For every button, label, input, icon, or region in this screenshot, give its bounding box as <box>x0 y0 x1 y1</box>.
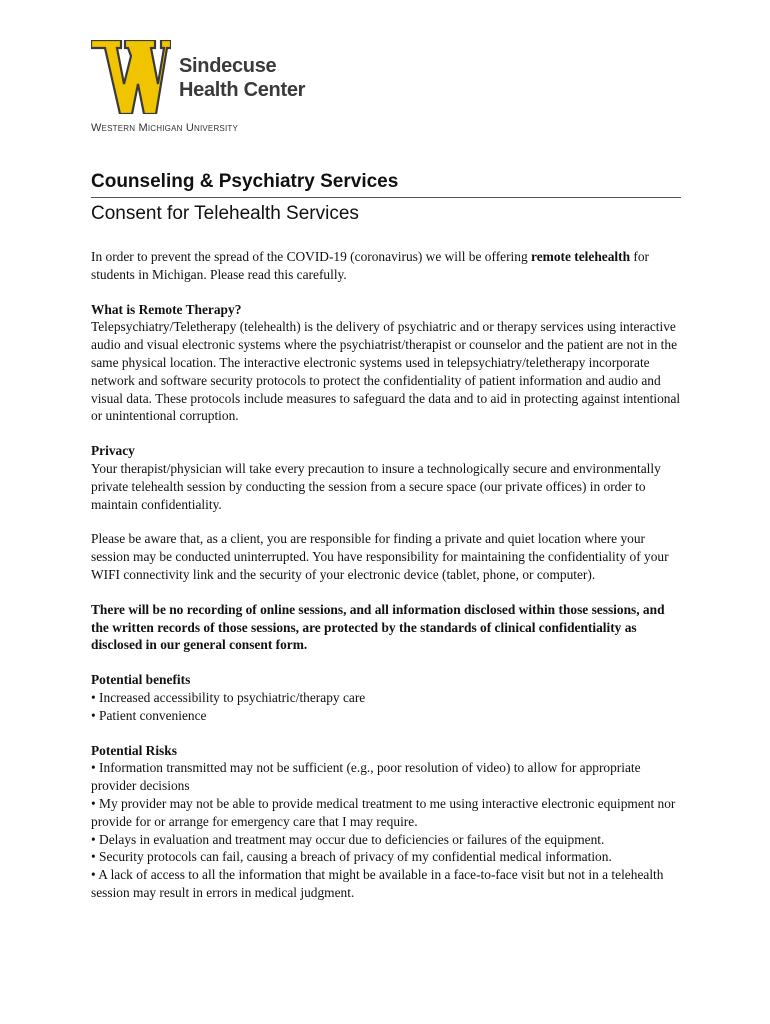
intro-text-1: In order to prevent the spread of the COVID-19 (coronavirus) we will be offering <box>91 249 532 264</box>
list-item: • Increased accessibility to psychiatric/therapy care <box>91 689 366 705</box>
document-body <box>91 248 683 919</box>
recording-notice-text: There will be no recording of online sessions, and all information disclosed within those sessions, and the written records of those sessions, are protected by the standards of clinical confidentiality as disclosed in our general consent form. <box>91 601 665 653</box>
logo-wordmark <box>179 54 305 102</box>
university-name: Western Michigan University <box>91 122 239 134</box>
privacy-heading: Privacy <box>91 443 135 459</box>
intro-bold: remote telehealth <box>531 249 631 264</box>
list-item: • Security protocols can fail, causing a breach of privacy of my confidential medical information. <box>91 849 612 865</box>
list-item: • A lack of access to all the information that might be available in a face-to-face visit but not in a telehealth session may result in errors in medical judgment. <box>91 867 664 900</box>
list-item: • Information transmitted may not be sufficient (e.g., poor resolution of video) to allow for appropriate provider decisions <box>91 760 641 794</box>
list-item: • Patient convenience <box>91 707 207 723</box>
intro-paragraph <box>91 248 683 284</box>
risks-list <box>91 759 683 901</box>
wmu-w-logo-icon <box>91 40 171 114</box>
benefits-heading: Potential benefits <box>91 672 191 688</box>
logo-line-2: Health Center <box>179 79 306 101</box>
list-item: • My provider may not be able to provide medical treatment to me using interactive electronic equipment nor provide for or arrange for emergency care that I may require. <box>91 795 676 829</box>
privacy-paragraph: Your therapist/physician will take every precaution to insure a technologically secure and environmentally private telehealth session by conducting the session from a secure space (our private offices) in order to maintain confidentiality. <box>91 460 661 512</box>
logo-line-1: Sindecuse <box>179 55 277 77</box>
intro-text-2: for students in Michigan. Please read this carefully. <box>91 249 650 282</box>
client-responsibility-paragraph: Please be aware that, as a client, you are responsible for finding a private and quiet location where your session may be conducted uninterrupted. You have responsibility for maintaining the confidentiality of your WIFI connectivity link and the security of your electronic device (tablet, phone, or computer). <box>91 531 669 582</box>
sindecuse-logo <box>91 40 321 136</box>
remote-therapy-heading: What is Remote Therapy? <box>91 301 242 317</box>
risks-heading: Potential Risks <box>91 742 177 758</box>
page-title: Counseling & Psychiatry Services <box>91 170 681 198</box>
remote-therapy-paragraph: Telepsychiatry/Teletherapy (telehealth) is the delivery of psychiatric and or therapy services using interactive audio and visual electronic systems where the psychiatrist/therapist or counselor and the patient are not in the same physical location. The interactive electronic systems used in telepsychiatry/teletherapy incorporate network and software security protocols to protect the confidentiality of patient information and audio and visual data. These protocols include measures to safeguard the data and to aid in protecting against intentional or unintentional corruption. <box>91 319 681 424</box>
list-item: • Delays in evaluation and treatment may occur due to deficiencies or failures of the equipment. <box>91 831 605 847</box>
recording-notice <box>91 601 683 654</box>
benefits-list <box>91 689 683 725</box>
page-subtitle: Consent for Telehealth Services <box>91 203 359 224</box>
